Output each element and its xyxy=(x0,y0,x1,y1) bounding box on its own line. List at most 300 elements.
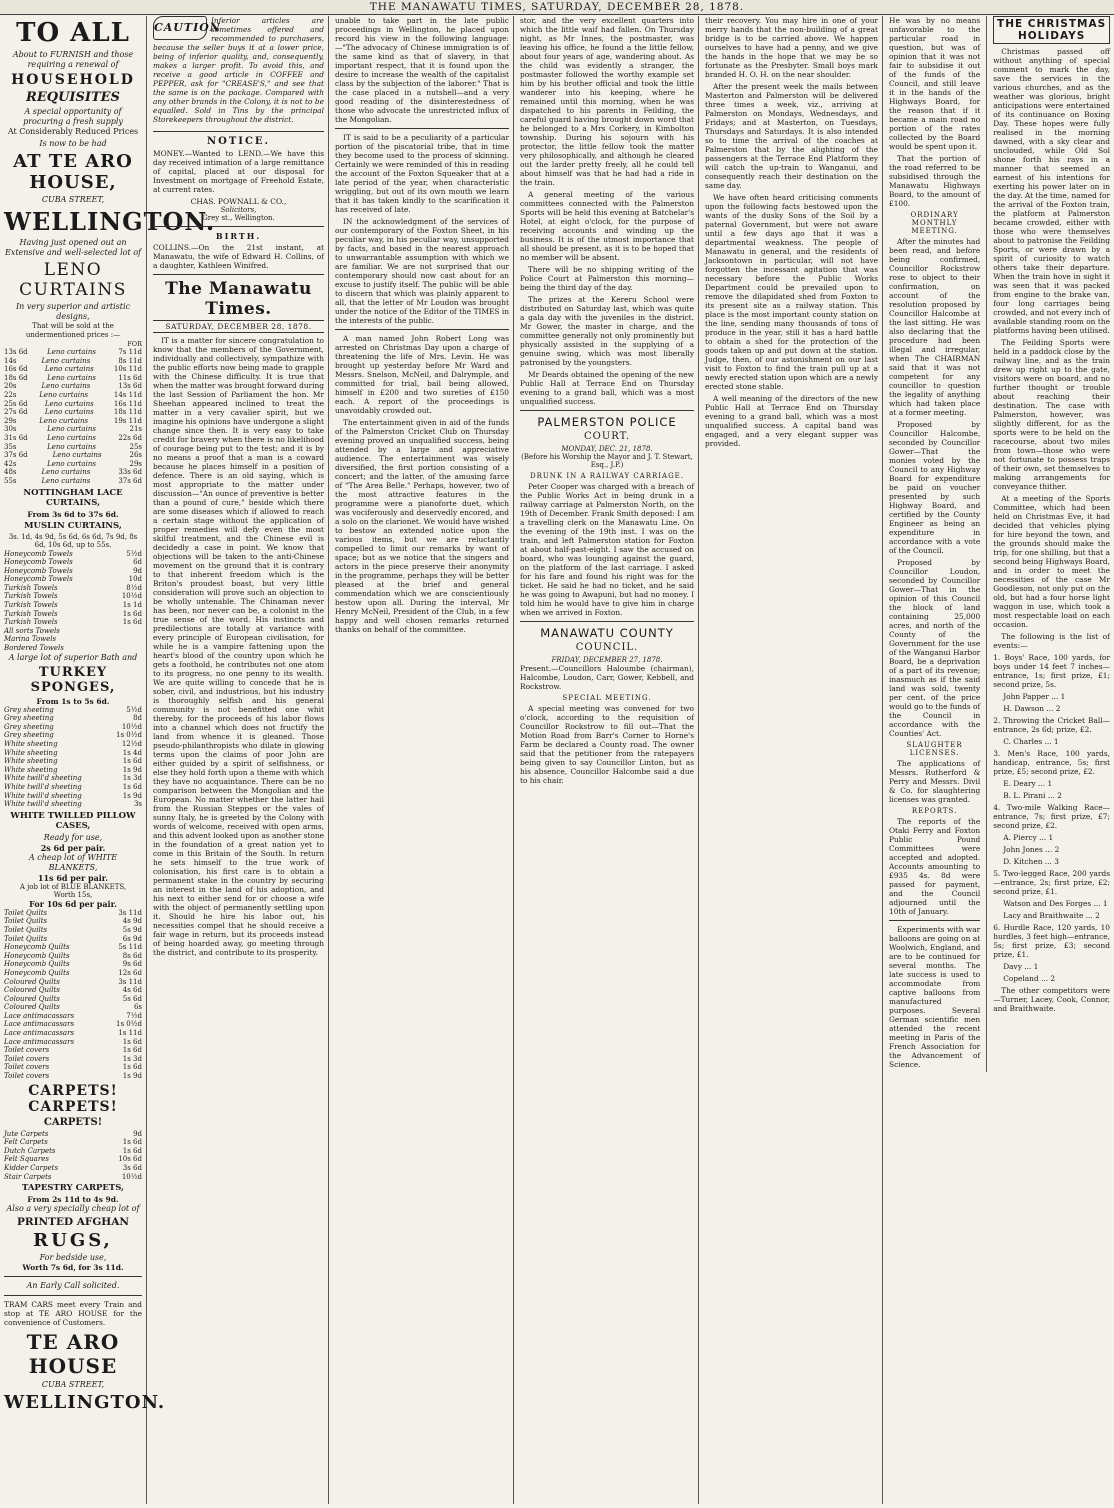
event-1: 1. Boys' Race, 100 yards, for boys under 14 feet 7 inches—entrance, 1s; first prize, £1; second prize, 5s. xyxy=(993,653,1110,689)
price-item-name: Jute Carpets xyxy=(4,1129,49,1138)
notice-heading: NOTICE. xyxy=(206,136,271,147)
ad-pillow-price: 2s 6d per pair. xyxy=(40,842,106,853)
price-item-name: Toilet covers xyxy=(4,1054,50,1063)
ad-rugs: RUGS, xyxy=(33,1230,113,1252)
christmas-holidays-heading: THE CHRISTMAS HOLIDAYS xyxy=(993,16,1110,44)
price-item-original: 25s 6d xyxy=(4,399,28,408)
price-item-price: 13s 6d xyxy=(118,382,142,391)
ad-pillow-use: Ready for use, xyxy=(43,832,103,842)
price-item-name: White twill'd sheeting xyxy=(4,774,82,783)
price-row xyxy=(4,627,142,636)
price-item-name: Bordered Towels xyxy=(4,644,64,653)
price-item-original: 31s 6d xyxy=(4,433,28,442)
price-row xyxy=(4,434,142,443)
ad-household: HOUSEHOLD xyxy=(11,72,135,88)
ad-rugs-worth: Worth 7s 6d, for 3s 11d. xyxy=(22,1263,124,1273)
birth-heading: BIRTH. xyxy=(215,231,262,241)
price-row xyxy=(4,731,142,740)
price-item-price: 10s 6d xyxy=(118,1155,142,1164)
price-row xyxy=(4,943,142,952)
ad-bedside: For bedside use, xyxy=(39,1253,107,1263)
price-item-name: White sheeting xyxy=(4,740,58,748)
price-item-name: Dutch Carpets xyxy=(4,1146,56,1155)
event-6-second: Copeland ... 2 xyxy=(1003,974,1056,983)
ad-now: Is now to be had xyxy=(39,139,107,148)
ad-turkey-price: From 1s to 5s 6d. xyxy=(36,696,110,706)
county-council-heading: MANAWATU COUNTY xyxy=(540,626,674,640)
price-item-name: Toilet covers xyxy=(4,1072,50,1081)
price-item-name: White twill'd sheeting xyxy=(4,791,82,800)
ad-pillow: WHITE TWILLED PILLOW CASES, xyxy=(10,810,136,831)
price-item-price: 9s 6d xyxy=(122,960,142,969)
ad-requisites: REQUISITES xyxy=(26,90,120,105)
price-item-name: Toilet covers xyxy=(4,1063,50,1072)
price-item-original: 35s xyxy=(4,442,17,451)
ad-leno-curtains: LENO CURTAINS xyxy=(19,260,127,300)
price-item-name: Grey sheeting xyxy=(4,705,54,714)
price-item-price: 18s 11d xyxy=(113,408,142,417)
event-3: 3. Men's Race, 100 yards, handicap, entrance, 5s; first prize, £5; second prize, £2. xyxy=(993,749,1110,776)
paragraph-station: We have often heard criticising comments upon the following facts bestowed upon the wants of the dusky Sons of the Soil by a paternal Government, but were not aware until a few days ago that it was a departmental weakness. The people of Manawatu in general, and the residents of Jacksontown in particular, will not have forgotten the incessant agitation that was necessary before the Public Works Department could be prevailed upon to remove the dilapidated shed from Foxton to its present site as a railway station. This place is the most important county station on the line, sending many thousands of tons of produce in the year, still it has a hard battle to obtain a shed for the protection of the goods taken up and put down at the station. Judge, then, of our astonishment on our last visit to Foxton to find the train pull up at a newly erected station upon which are a newly erected stone stable. xyxy=(705,193,878,391)
price-item-name: Honeycomb Quilts xyxy=(4,960,70,969)
column-3 xyxy=(331,16,514,1504)
price-row xyxy=(4,451,142,460)
price-item-price: 3s 6d xyxy=(122,1164,142,1172)
paragraph-contemporary: IN the acknowledgment of the services of our contemporary of the Foxton Sheet, in his peculiar way, in his peculiar way, unsupported by facts, and based in the nearest approach to unwarrantable assumption with which we are familiar. We are not surprised that our contemporary should now cast about for an excuse to justify itself. The public will be able to discern that which was plainly apparent to all, that the letter of Mr Loudon was brought under the notice of the Editor of the TIMES in the interests of the public. xyxy=(335,217,509,325)
ordinary-meeting-heading: ORDINARY MONTHLY MEETING. xyxy=(910,211,959,235)
price-row xyxy=(4,348,142,357)
price-row xyxy=(4,1147,142,1156)
price-row xyxy=(4,1072,142,1081)
event-4-second: John Jones ... 2 xyxy=(1003,845,1060,854)
price-item-price: 9d xyxy=(133,566,142,575)
price-item-name: Grey sheeting xyxy=(4,731,54,740)
sheeting-price-list xyxy=(4,706,142,809)
price-item-name: Leno curtains xyxy=(41,382,91,391)
masthead: THE MANAWATU TIMES, SATURDAY, DECEMBER 28, 1878. xyxy=(0,0,1114,15)
price-item-price: 1s 3d xyxy=(122,774,142,783)
holidays-text-3: At a meeting of the Sports Committee, which had been held on Christmas Eve, it had decided that vehicles plying for hire beyond the town, and the grounds should make the trip, for one shilling, but that a second being Highways Board, and in order to meet the necessities of the case Mr Goodleson, not only put on the old, but had a four horse light waggon in use, which took a most respectable load on each occasion. xyxy=(993,494,1110,629)
ad-tapestry-price: From 2s 11d to 4s 9d. xyxy=(27,1195,119,1205)
ad-wellington-footer: WELLINGTON. xyxy=(4,1392,166,1414)
price-row xyxy=(4,952,142,961)
price-item-original: 14s xyxy=(4,356,17,365)
price-item-price: 25s xyxy=(129,442,142,451)
price-row xyxy=(4,592,142,601)
event-3-second: B. L. Pirani ... 2 xyxy=(1003,791,1062,800)
price-row xyxy=(4,610,142,619)
price-item-name: Honeycomb Quilts xyxy=(4,951,70,960)
price-row xyxy=(4,635,142,644)
price-item-price: 8d xyxy=(133,714,142,723)
paragraph-police-court-note: There will be no shipping writing of the Police Court at Palmerston this morning—being the third day of the day. xyxy=(520,265,694,292)
ad-carpets-sub: CARPETS! xyxy=(43,1116,103,1128)
price-item-name: Honeycomb Towels xyxy=(4,575,73,584)
price-item-name: Coloured Quilts xyxy=(4,986,60,995)
price-row xyxy=(4,400,142,409)
police-court-text: Peter Cooper was charged with a breach of the Public Works Act in being drunk in a railway carriage at Palmerston North, on the 19th of December. Frank Smith deposed: I am a travelling clerk on the Manawatu Line. On the evening of the 19th inst. I was on the train, and left Palmerston station for Foxton at about half-past-eight. I saw the accused on board, who was lounging against the guard, on the platform of the last carriage. I asked for his fare and found his right was for the ticket. He said he had no ticket, and he said he was going to Awapuni, but had no money. I told him he would have to give him in charge when we arrived in Foxton. xyxy=(520,482,694,617)
price-item-price: 1s 6d xyxy=(122,1037,142,1046)
event-6: 6. Hurdle Race, 120 yards, 10 hurdles, 3 feet high—entrance, 5s; first prize, £3; second prize, £1. xyxy=(993,923,1110,959)
price-item-price: 5½d xyxy=(126,705,142,714)
price-row xyxy=(4,714,142,723)
price-row xyxy=(4,408,142,417)
price-item-price: 11s 6d xyxy=(118,373,142,382)
price-item-price: 8s 6d xyxy=(122,951,142,960)
paragraph-cricket: The entertainment given in aid of the funds of the Palmerston Cricket Club on Thursday evening proved an unqualified success, being attended by a large and appreciative audience. The entertainment was wisely diversified, the first portion consisting of a concert; and the latter, of the amusing farce of "The Area Belle." Perhaps, however, two of the most attractive features in the programme were a pianoforte duet, which was vociferously and deservedly encored, and a solo on the clarionet. We would have wished to bestow an extended notice upon the various items, but we are reluctantly compelled to limit our remarks by want of space; but as we notice that the singers and actors in the piece preserve their anonymity in the programme, perhaps they will be better pleased at the brief and general commendation which we are conscientiously bestow upon all. During the interval, Mr Henry McNeil, President of the Club, in a few happy and well chosen remarks returned thanks on behalf of the committee. xyxy=(335,418,509,634)
paragraph-skinning: IT is said to be a peculiarity of a particular portion of the piscatorial tribe, that in time they become used to the process of skinning. Certainly we were reminded of this in reading the account of the Foxton Squeaker that at a late period of the year, when characteristic wriggling, but out of its own mouth we learn that it has taken kindly to the scarification it has received of late. xyxy=(335,133,509,214)
ad-muslin-price: 3s. 1d, 4s 9d, 5s 6d, 6s 6d, 7s 9d, 8s 6d, 10s 6d, up to 55s. xyxy=(8,532,138,549)
ad-cuba-street: CUBA STREET, xyxy=(41,195,105,204)
price-item-name: Leno curtains xyxy=(44,408,94,417)
price-item-name: Grey sheeting xyxy=(4,722,54,731)
price-row xyxy=(4,1164,142,1173)
price-row xyxy=(4,417,142,426)
county-council-present: Present.—Councillors Haloumbe (chairman), Halcombe, Loudon, Carr, Gower, Kebbell, and Rockstrow. xyxy=(520,664,694,691)
price-row xyxy=(4,774,142,783)
price-row xyxy=(4,978,142,987)
price-item-name: Coloured Quilts xyxy=(4,1003,60,1012)
price-item-original: 13s 6d xyxy=(4,348,28,356)
police-court-heading: PALMERSTON POLICE xyxy=(537,415,677,429)
price-item-name: Turkish Towels xyxy=(4,592,58,601)
price-item-price: 3s 11d xyxy=(118,908,142,917)
price-item-price: 6s 9d xyxy=(122,934,142,943)
price-item-name: Leno curtains xyxy=(47,425,96,434)
price-item-price: 10s 11d xyxy=(113,365,142,374)
price-item-price: 16s 11d xyxy=(113,399,142,408)
ad-sold: That will be sold at the undermentioned prices :— xyxy=(25,322,121,339)
price-item-name: Turkish Towels xyxy=(4,601,58,610)
ad-early-call: An Early Call solicited. xyxy=(26,1281,120,1291)
ad-nottingham-price: From 3s 6d to 37s 6d. xyxy=(27,509,119,519)
price-item-price: 5½d xyxy=(126,549,142,558)
county-council-date: FRIDAY, DECEMBER 27, 1878. xyxy=(551,656,663,664)
price-item-price: 33s 6d xyxy=(118,468,142,477)
price-item-name: Leno curtains xyxy=(41,476,91,485)
ad-aro-house: AT TE ARO HOUSE, xyxy=(13,151,133,193)
price-row xyxy=(4,766,142,775)
price-item-name: Lace antimacassars xyxy=(4,1037,75,1046)
caution-badge: CAUTION xyxy=(153,16,207,40)
price-item-price: 26s xyxy=(129,451,142,460)
price-item-price: 1s 0½d xyxy=(116,731,142,740)
price-item-name: Turkish Towels xyxy=(4,583,58,592)
proposed-text-2: Proposed by Councillor Loudon, seconded by Councillor Gower—That in the opinion of this Council the block of land containing 25,000 acres, and north of the County of the Government for the use of the Wanganui Harbor Board, be a deprivation of a part of its revenue; inasmuch as if the said land was sold, twenty per cent. of the price would go to the funds of the Council in accordance with the Counties' Act. xyxy=(889,558,981,738)
price-row xyxy=(4,644,142,653)
ordinary-meeting-text: After the minutes had been read, and before being confirmed, Councillor Rockstrow rose to object to their confirmation, on account of the resolution proposed by Councillor Halcombe at the last sitting. He was also declaring that the procedure had been illegal and irregular, when The CHAIRMAN said that it was not competent for any councillor to question the legality of anything which had taken place at a former meeting. xyxy=(889,237,981,417)
notice-signature-role: Solicitors, xyxy=(220,206,257,214)
price-item-price: 10½d xyxy=(121,722,142,731)
price-item-name: Leno curtains xyxy=(41,468,91,477)
ad-leno-sub: In very superior and artistic designs, xyxy=(16,302,130,321)
price-item-price: 9d xyxy=(133,1129,142,1138)
event-5: 5. Two-legged Race, 200 yards—entrance, 2s; first prize, £2; second prize, £1. xyxy=(993,869,1110,896)
price-item-price: 21s xyxy=(129,425,142,434)
council-text-1: He was by no means unfavorable to the particular road in question, but was of opinion that it was not fair to subsidise it out of the funds of the Council, and still leave it in the hands of the Highways Board, for the reason that if it became a main road no portion of the rates collected by the Board would be spent upon it. xyxy=(889,16,981,151)
price-row xyxy=(4,477,142,486)
price-item-name: Honeycomb Quilts xyxy=(4,968,70,977)
price-row xyxy=(4,425,142,434)
price-item-name: Leno curtains xyxy=(47,442,96,451)
price-item-name: Stair Carpets xyxy=(4,1172,52,1181)
price-item-price xyxy=(139,635,142,644)
police-court-date: MONDAY, DEC. 21, 1878. xyxy=(561,445,653,453)
ad-tram-cars: TRAM CARS meet every Train and stop at TE ARO HOUSE for the convenience of Customers. xyxy=(4,1300,142,1328)
event-4: 4. Two-mile Walking Race—entrance, 7s; first prize, £7; second prize, £2. xyxy=(993,803,1110,830)
price-row xyxy=(4,365,142,374)
price-row xyxy=(4,1038,142,1047)
event-2-winner: C. Charles ... 1 xyxy=(1003,737,1059,746)
price-item-price: 37s 6d xyxy=(118,476,142,485)
paragraph-sports-meeting: A general meeting of the various committees connected with the Palmerston Sports will be held this evening at Batchelar's Hotel, at eight o'clock, for the purpose of receiving accounts and winding up the business. It is of the utmost importance that all should be present, as it is to be hoped that no member will be absent. xyxy=(520,190,694,262)
price-item-price: 5s 11d xyxy=(118,943,142,952)
event-4-third: D. Kitchen ... 3 xyxy=(1003,857,1059,866)
holidays-text-2: The Feilding Sports were held in a paddock close by the railway line, and as the train drew up right up to the gate, visitors were on board, and no further thought or trouble about reaching their destination. The case with Palmerston, however, was slightly different, for as the sports were to be held on the racecourse, about two miles from town—those who were not fortunate to possess traps of their own, set themselves to making arrangements for conveyance thither. xyxy=(993,338,1110,491)
price-item-price: 1s 4d xyxy=(122,748,142,757)
ad-reduced: At Considerably Reduced Prices xyxy=(7,127,139,136)
price-row xyxy=(4,1020,142,1029)
price-item-name: Leno curtains xyxy=(41,356,91,365)
ad-turkish-note: A large lot of superior Bath and xyxy=(8,652,138,662)
birth-text: COLLINS.—On the 21st instant, at Manawatu, the wife of Edward H. Collins, of a daughter, Kathleen Winifred. xyxy=(153,243,324,270)
price-item-price: 1s 9d xyxy=(122,765,142,774)
holidays-text-4: The following is the list of events:— xyxy=(993,632,1110,650)
ad-muslin: MUSLIN CURTAINS, xyxy=(24,520,122,531)
price-item-name: White sheeting xyxy=(4,765,58,774)
price-item-price: 7½d xyxy=(126,1011,142,1020)
price-item-name: Leno curtains xyxy=(39,416,89,425)
ad-tapestry: TAPESTRY CARPETS, xyxy=(21,1183,125,1194)
price-item-price: 1s 6d xyxy=(122,609,142,618)
price-item-original: 30s xyxy=(4,425,17,434)
event-1-second: H. Dawson ... 2 xyxy=(1003,704,1061,713)
price-item-name: Kidder Carpets xyxy=(4,1164,59,1172)
price-item-original: 27s 6d xyxy=(4,408,28,417)
price-item-price: 10½d xyxy=(121,1172,142,1181)
price-row xyxy=(4,1055,142,1064)
price-item-name: Honeycomb Towels xyxy=(4,549,73,558)
leno-price-list xyxy=(4,348,142,486)
police-court-case: DRUNK IN A RAILWAY CARRIAGE. xyxy=(529,472,685,480)
price-row xyxy=(4,926,142,935)
price-item-price: 29s xyxy=(129,459,142,468)
price-item-name: All sorts Towels xyxy=(4,626,60,635)
price-item-price: 1s 9d xyxy=(122,1072,142,1081)
price-row xyxy=(4,1003,142,1012)
column-6 xyxy=(885,16,1114,1504)
price-item-price: 1s 6d xyxy=(122,757,142,766)
price-row xyxy=(4,800,142,809)
price-item-original: 42s xyxy=(4,459,17,468)
price-item-name: Leno curtains xyxy=(47,373,96,382)
price-item-original: 16s 6d xyxy=(4,365,28,374)
price-row xyxy=(4,460,142,469)
price-item-name: Honeycomb Towels xyxy=(4,558,73,567)
price-item-price: 7s 11d xyxy=(118,348,142,356)
ad-for-label: FOR xyxy=(127,340,142,348)
notice-signature: CHAS. POWNALL & CO., xyxy=(190,197,287,206)
reports-text: The reports of the Otaki Ferry and Foxton Public Pound Committees were accepted and adopted. Accounts amounting to £935 4s. 8d were passed for payment, and the Council adjourned until the 10th of January. xyxy=(889,817,981,916)
price-item-name: Leno curtains xyxy=(44,365,94,374)
slaughter-text: The applications of Messrs. Rutherford & Perry and Messrs. Divil & Co. for slaughtering licenses was granted. xyxy=(889,759,981,804)
event-4-winner: A. Piercy ... 1 xyxy=(1003,833,1054,842)
price-item-original: 48s xyxy=(4,468,17,477)
editorial-continued: unable to take part in the late public proceedings in Wellington, he placed upon record his view in the following language:—"The advocacy of Chinese immigration is of the same kind as that of slavery, in that important respect, that it is found upon the desire to increase the wealth of the capitalist class by the subjection of the laborer." That is the case placed in a nutshell—and a very good reading of the disinterestedness of those who advocate the unrestricted influx of the Mongolian. xyxy=(335,16,509,124)
price-row xyxy=(4,1046,142,1055)
price-item-name: Lace antimacassars xyxy=(4,1029,75,1038)
paragraph-mails: After the present week the mails between Masterton and Palmerston will be delivered three times a week, viz., arriving at Palmerston on Mondays, Wednesdays, and Fridays; and at Masterton, on Tuesdays, Thursdays and Saturdays. It is also intended so to time the arrival of the coaches at Palmerston that by the alighting of the passengers at the Terrace End Platform they will catch the up-train to Wanganui, and consequently reach their destination on the same day. xyxy=(705,82,878,190)
ad-about: About to FURNISH and those requiring a renewal of xyxy=(12,50,134,69)
price-row xyxy=(4,558,142,567)
paragraph-bridge: their recovery. You may hire in one of your merry hands that the non-building of a great bridge is to be carried above. We happen ourselves to have had a penny, and we give the hands in the hope that we may be so fortunate as the Presbyter. Small boys mark branded H. O. H. on the near shoulder. xyxy=(705,16,878,79)
price-row xyxy=(4,1063,142,1072)
police-court-bench: (Before his Worship the Mayor and J. T. Stewart, Esq., J.P.) xyxy=(521,453,693,469)
ad-wellington: WELLINGTON. xyxy=(4,207,216,236)
price-item-name: Leno curtains xyxy=(47,348,96,356)
price-row xyxy=(4,783,142,792)
column-5 xyxy=(701,16,883,1504)
price-item-price: 19s 11d xyxy=(113,416,142,425)
price-row xyxy=(4,909,142,918)
price-row xyxy=(4,391,142,400)
price-row xyxy=(4,584,142,593)
carpet-price-list xyxy=(4,1130,142,1182)
price-row xyxy=(4,1173,142,1182)
event-6-winner: Davy ... 1 xyxy=(1003,962,1039,971)
price-item-price: 3s 11d xyxy=(118,977,142,986)
price-row xyxy=(4,757,142,766)
price-row xyxy=(4,357,142,366)
column-4 xyxy=(516,16,699,1504)
price-item-name: Marina Towels xyxy=(4,635,57,644)
price-row xyxy=(4,601,142,610)
price-item-name: Lace antimacassars xyxy=(4,1020,75,1029)
price-row xyxy=(4,382,142,391)
price-row xyxy=(4,740,142,749)
price-item-name: Grey sheeting xyxy=(4,714,54,723)
ad-blue-worth: Worth 15s, xyxy=(53,890,93,899)
price-row xyxy=(4,723,142,732)
price-item-price: 10d xyxy=(128,575,142,584)
price-item-name: Lace antimacassars xyxy=(4,1011,75,1020)
price-item-price: 1s 6d xyxy=(122,1138,142,1147)
price-item-price: 6s xyxy=(133,1003,142,1012)
price-item-original: 18s 6d xyxy=(4,373,28,382)
price-item-price: 1s 9d xyxy=(122,791,142,800)
paper-date: SATURDAY, DECEMBER 28, 1878. xyxy=(153,320,324,333)
slaughter-heading: SLAUGHTER LICENSES. xyxy=(906,741,963,757)
price-item-original: 29s xyxy=(4,416,17,425)
police-court-subheading: COURT. xyxy=(583,431,630,442)
paragraph-arrest: A man named John Robert Long was arrested on Christmas Day upon a charge of threatening the life of Mrs. Levin. He was brought up yesterday before Mr Ward and Messrs. Snelson, McNeil, and Dalrymple, and committed for trial, bail being allowed, himself in £200 and two sureties of £150 each. A report of the proceedings is unavoidably crowded out. xyxy=(335,334,509,415)
price-row xyxy=(4,1130,142,1139)
paragraph-public-hall: Mr Deards obtained the opening of the new Public Hall at Terrace End on Thursday evening to a grand ball, which was a most unqualified success. xyxy=(520,370,694,406)
price-item-price: 1s 11d xyxy=(118,1029,142,1038)
price-item-price: 8½d xyxy=(126,583,142,592)
price-item-price: 22s 6d xyxy=(118,433,142,442)
price-item-name: Honeycomb Towels xyxy=(4,566,73,575)
price-row xyxy=(4,1138,142,1147)
holidays-text-end: The other competitors were—Turner, Lacey, Cook, Connor, and Braithwaite. xyxy=(993,986,1110,1013)
price-item-price: 1s 1d xyxy=(122,601,142,610)
price-item-name: Toilet covers xyxy=(4,1046,50,1055)
price-item-name: Coloured Quilts xyxy=(4,994,60,1003)
reports-heading: REPORTS. xyxy=(911,807,958,815)
price-item-price: 1s 6d xyxy=(122,1146,142,1155)
caution-text: Inferior articles are sometimes offered and recommended to purchasers, because the seller buys it at a lower price, being of inferior quality, and, consequently, makes a larger profit. To avoid this, and receive a good article in COFFEE and PEPPER, ask for "CREASE'S," and see that the same is on the package. Compared with any other brands in the Colony, it is not to be equalled. Sold in Tins by the principal Storekeepers throughout the district. xyxy=(153,16,324,124)
price-item-price: 12s 6d xyxy=(118,968,142,977)
price-item-price: 1s 6d xyxy=(122,618,142,627)
price-item-name: Toilet Quilts xyxy=(4,934,48,943)
quilt-price-list xyxy=(4,909,142,1081)
event-1-winner: John Papper ... 1 xyxy=(1003,692,1066,701)
event-2: 2. Throwing the Cricket Ball—entrance, 2s 6d; prize, £2. xyxy=(993,716,1110,734)
price-item-price: 14s 11d xyxy=(113,390,142,399)
notice-signature-address: Grey st., Wellington. xyxy=(202,214,275,222)
ad-blue-price: For 10s 6d per pair. xyxy=(29,898,117,909)
price-item-name: White twill'd sheeting xyxy=(4,800,82,809)
price-item-price xyxy=(139,627,142,636)
ad-turkey-sponges: TURKEY SPONGES, xyxy=(30,664,116,695)
price-item-original: 20s xyxy=(4,382,17,391)
proposed-text-1: Proposed by Councillor Halcombe, seconded by Councillor Gower—That the monies voted by the Council to any Highway Board for expenditure be paid on voucher presented by such Highway Board, and certified by the County Engineer as being an expenditure in accordance with a vote of the Council. xyxy=(889,420,981,555)
price-item-price: 1s 0½d xyxy=(116,1020,142,1029)
price-row xyxy=(4,567,142,576)
county-council-special: SPECIAL MEETING. xyxy=(562,694,652,702)
holidays-text-1: Christmas passed off without anything of special comment to mark the day, save the services in the various churches, and as the weather was glorious, bright anticipations were entertained of its continuance on Boxing Day. These hopes were fully realised in the morning dawned, with a sky clear and unclouded, while Old Sol shone forth his rays in a manner that seemed an earnest of his intentions for exerting his power later on in the day. At the time, named for the arrival of the Foxton train, the platform at Palmerston became crowded, either with those who were themselves about to patronise the Feilding Sports, or were drawn by a spirit of curiosity to watch others take their departure. When the train hove in sight it was seen that it was packed from engine to the brake van, four long carriages being crowded, and not every inch of available standing room on the platforms having been utilised. xyxy=(993,47,1110,335)
price-row xyxy=(4,969,142,978)
price-item-original: 37s 6d xyxy=(4,451,28,460)
price-item-original: 22s xyxy=(4,390,17,399)
holidays-column xyxy=(987,16,1110,1072)
price-item-price: 12½d xyxy=(121,740,142,748)
ad-cheap-lot: Also a very specially cheap lot of xyxy=(6,1204,140,1214)
price-item-name: Leno curtains xyxy=(39,390,89,399)
price-item-name: Turkish Towels xyxy=(4,618,58,627)
ad-blankets: A cheap lot of WHITE BLANKETS, xyxy=(28,852,118,872)
price-row xyxy=(4,917,142,926)
price-item-name: Toilet Quilts xyxy=(4,908,48,917)
council-report-column xyxy=(889,16,987,1072)
county-council-subheading: COUNCIL. xyxy=(575,642,639,653)
ad-opened: Having just opened out an Extensive and well-selected lot of xyxy=(4,238,142,257)
price-item-price: 10½d xyxy=(121,592,142,601)
ad-printed-afghan: PRINTED AFGHAN xyxy=(17,1216,129,1229)
ad-nottingham: NOTTINGHAM LACE CURTAINS, xyxy=(23,487,123,508)
price-row xyxy=(4,995,142,1004)
column-2 xyxy=(149,16,329,1504)
price-item-price: 6d xyxy=(133,558,142,567)
price-item-name: Felt Squares xyxy=(4,1155,49,1164)
ad-blankets-price: 11s 6d per pair. xyxy=(37,872,109,883)
paragraph-kereru-school: The prizes at the Kereru School were distributed on Saturday last, which was quite a gala day with the juveniles in the district. Mr Gower, the master in charge, and the committee generally not only prominently but physically assisted in the supplying of a genuine swing, which was most liberally patronised by the youngsters. xyxy=(520,295,694,367)
price-item-price: 4s 9d xyxy=(122,917,142,926)
price-row xyxy=(4,575,142,584)
ad-to-all: TO ALL xyxy=(16,18,130,48)
price-item-price: 5s 9d xyxy=(122,925,142,934)
balloon-text: Experiments with war balloons are going on at Woolwich, England, and are to be continued for several months. The late success is used to accommodate from captive balloons from manufactured purposes. Several German scientific men attended the recent meeting in Paris of the French Association for the Advancement of Science. xyxy=(889,925,981,1069)
event-3-winner: E. Deary ... 1 xyxy=(1003,779,1053,788)
price-item-name: Toilet Quilts xyxy=(4,925,48,934)
price-row xyxy=(4,1155,142,1164)
price-item-price: 5s 6d xyxy=(122,994,142,1003)
price-item-name: Coloured Quilts xyxy=(4,977,60,986)
price-row xyxy=(4,374,142,383)
price-row xyxy=(4,1029,142,1038)
price-row xyxy=(4,986,142,995)
ad-special: A special opportunity of procuring a fresh supply xyxy=(23,107,123,126)
